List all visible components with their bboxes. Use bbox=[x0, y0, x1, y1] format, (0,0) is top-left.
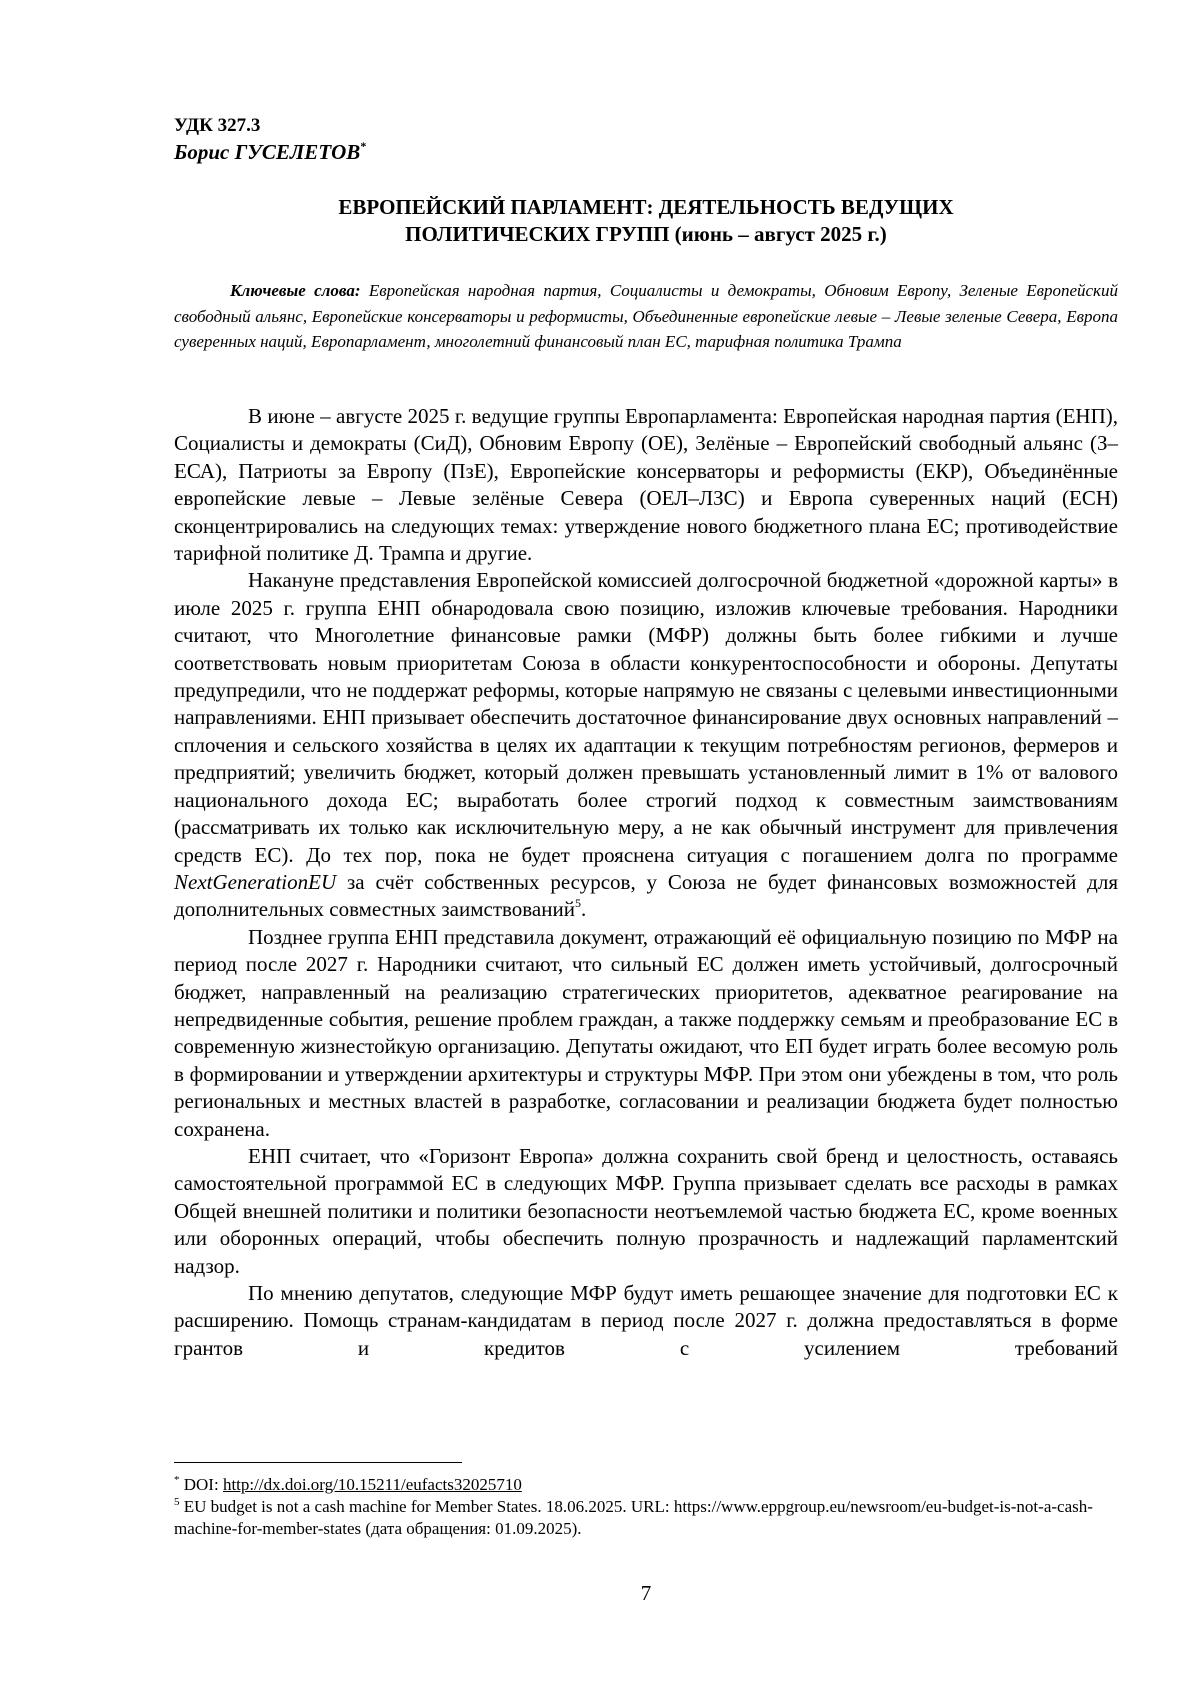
paragraph-5: По мнению депутатов, следующие МФР будут иметь решающее значение для подготовки ЕС к расширению. Помощь странам-кандидатам в период после 2027 г. должна предоставляться в форме грантов и кредитов с усилением требований bbox=[174, 1281, 1118, 1360]
paragraph-2-end: . bbox=[580, 897, 587, 922]
udk-code: УДК 327.3 bbox=[174, 115, 261, 136]
paragraph-1: В июне – августе 2025 г. ведущие группы Европарламента: Европейская народная партия (ЕНП), Социалисты и демократы (СиД), Обновим Европу (ОЕ), Зелёные – Европейский свободный альянс (З–ЕСА), Патриоты за Европу (ПзЕ), Европейские консерваторы и реформисты (ЕКР), Объединённые европейские левые – Левые зелёные Севера (ОЕЛ–ЛЗС) и Европа суверенных наций (ЕСН) сконцентрировались на следующих темах: утверждение нового бюджетного плана ЕС; противодействие тарифной политике Д. Трампа и другие. bbox=[174, 404, 1118, 566]
page-number: 7 bbox=[640, 1581, 652, 1605]
footnote-doi-label: DOI: bbox=[179, 1475, 223, 1494]
article-title-line-1: ЕВРОПЕЙСКИЙ ПАРЛАМЕНТ: ДЕЯТЕЛЬНОСТЬ ВЕДУЩИХ bbox=[338, 195, 954, 219]
article-title-line-2: ПОЛИТИЧЕСКИХ ГРУПП (июнь – август 2025 г.) bbox=[405, 222, 887, 246]
author-name-text: Борис ГУСЕЛЕТОВ bbox=[174, 140, 361, 164]
article-title bbox=[174, 194, 1118, 248]
footnote-mark-star: * bbox=[174, 1474, 180, 1486]
article-body bbox=[174, 403, 1118, 1362]
footnote-doi bbox=[174, 1474, 1118, 1496]
paragraph-2-text-a: Накануне представления Европейской комиссией долгосрочной бюджетной «дорожной карты» в июле 2025 г. группа ЕНП обнародовала свою позицию, изложив ключевые требования. Народники считают, что Многолетние финансовые рамки (МФР) должны быть более гибкими и лучше соответствовать новым приоритетам Союза в области конкурентоспособности и обороны. Депутаты предупредили, что не поддержат реформы, которые напрямую не связаны с целевыми инвестиционными направлениями. ЕНП призывает обеспечить достаточное финансирование двух основных направлений – сплочения и сельского хозяйства в целях их адаптации к текущим потребностям регионов, фермеров и предприятий; увеличить бюджет, который должен превышать установленный лимит в 1% от валового национального дохода ЕС; выработать более строгий подход к совместным заимствованиям (рассматривать их только как исключительную меру, а не как обычный инструмент для привлечения средств ЕС). До тех пор, пока не будет прояснена ситуация с погашением долга по программе bbox=[174, 568, 1118, 867]
footnote-mark-5: 5 bbox=[174, 1496, 180, 1508]
paragraph-3: Позднее группа ЕНП представила документ, отражающий её официальную позицию по МФР на период после 2027 г. Народники считают, что сильный ЕС должен иметь устойчивый, долгосрочный бюджет, направленный на реализацию стратегических приоритетов, адекватное реагирование на непредвиденные события, решение проблем граждан, а также поддержку семьям и преобразование ЕС в современную жизнестойкую организацию. Депутаты ожидают, что ЕП будет играть более весомую роль в формировании и утверждении архитектуры и структуры МФР. При этом они убеждены в том, что роль региональных и местных властей в разработке, согласовании и реализации бюджета будет полностью сохранена. bbox=[174, 924, 1118, 1141]
footnote-separator bbox=[174, 1462, 462, 1463]
paragraph-2 bbox=[174, 567, 1118, 923]
footnote-5 bbox=[174, 1496, 1118, 1540]
keywords bbox=[174, 278, 1118, 355]
footnote-5-text: EU budget is not a cash machine for Member States. 18.06.2025. URL: https://www.eppgroup.eu/newsroom/eu-budget-is-not-a-cash-machine-for-member-states (дата обращения: 01.09.2025). bbox=[174, 1497, 1093, 1538]
keywords-label: Ключевые слова: bbox=[230, 281, 361, 300]
footnotes bbox=[174, 1474, 1118, 1540]
doi-link[interactable]: http://dx.doi.org/10.15211/eufacts32025710 bbox=[222, 1475, 522, 1494]
paragraph-2-text-b: за счёт собственных ресурсов, у Союза не будет финансовых возможностей для дополнительных совместных заимствований bbox=[174, 869, 1118, 922]
author-name bbox=[174, 139, 366, 165]
paragraph-4: ЕНП считает, что «Горизонт Европа» должна сохранить свой бренд и целостность, оставаясь самостоятельной программой ЕС в следующих МФР. Группа призывает сделать все расходы в рамках Общей внешней политики и политики безопасности неотъемлемой частью бюджета ЕС, кроме военных или оборонных операций, чтобы обеспечить полную прозрачность и надлежащий парламентский надзор. bbox=[174, 1143, 1118, 1278]
author-footnote-mark: * bbox=[360, 139, 367, 153]
keywords-text: Европейская народная партия, Социалисты и демократы, Обновим Европу, Зеленые Европейский свободный альянс, Европейские консерваторы и реформисты, Объединенные европейские левые – Левые зеленые Севера, Европа суверенных наций, Европарламент, многолетний финансовый план ЕС, тарифная политика Трампа bbox=[174, 281, 1118, 351]
program-name: NextGenerationEU bbox=[174, 869, 337, 894]
footnote-ref-5[interactable]: 5 bbox=[574, 896, 581, 911]
